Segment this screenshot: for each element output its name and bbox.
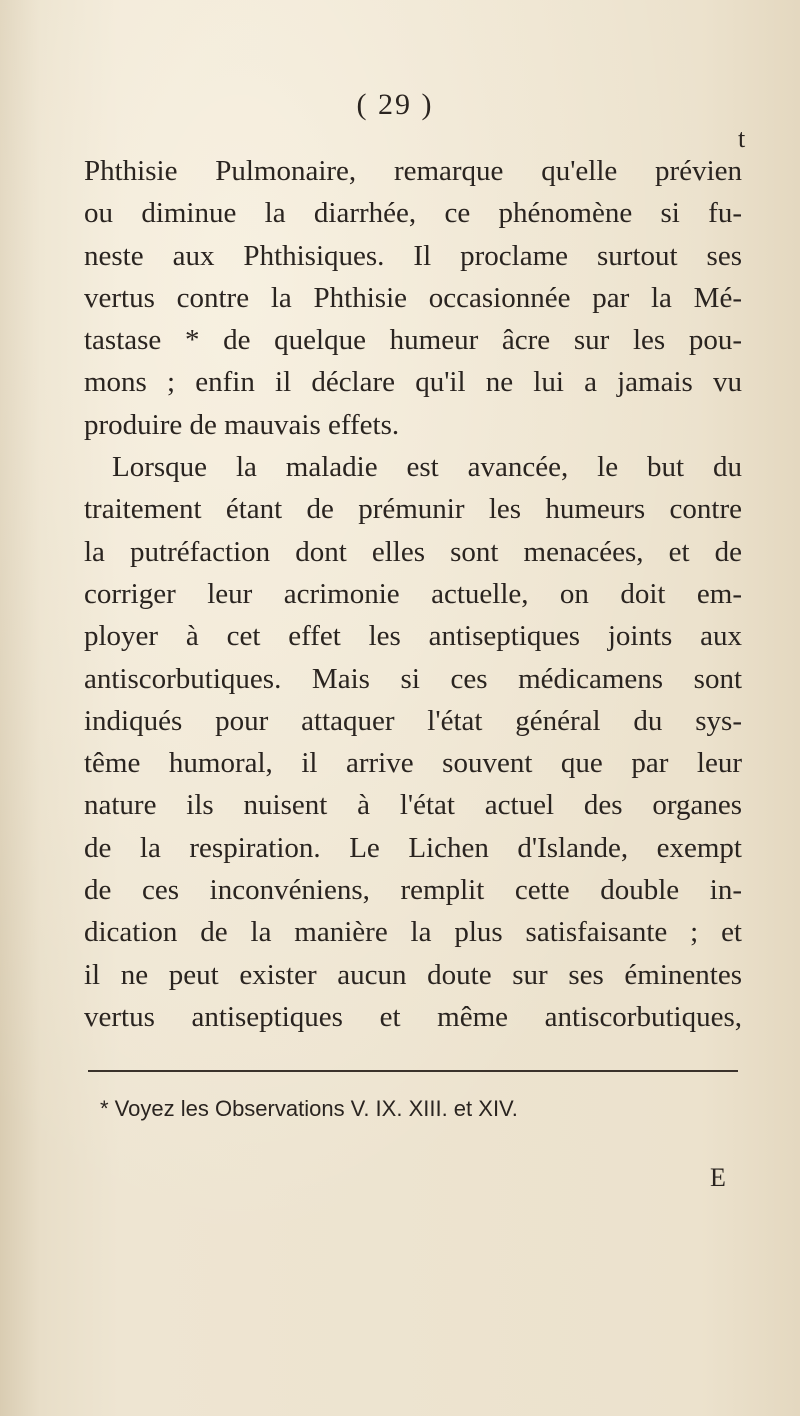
text-line: nature ils nuisent à l'état actuel des organes bbox=[84, 789, 742, 822]
text-line: indiqués pour attaquer l'état général du sys- bbox=[84, 704, 742, 737]
text-line: neste aux Phthisiques. Il proclame surtout ses bbox=[84, 239, 742, 272]
text-line: produire de mauvais effets. bbox=[84, 408, 400, 441]
text-line: de la respiration. Le Lichen d'Islande, exempt bbox=[84, 831, 742, 864]
text-line: Lorsque la maladie est avancée, le but du bbox=[112, 451, 742, 484]
text-line: corriger leur acrimonie actuelle, on doit em- bbox=[84, 577, 742, 610]
signature-mark: E bbox=[710, 1163, 726, 1192]
text-line: traitement étant de prémunir les humeurs contre bbox=[84, 493, 742, 526]
page-number: ( 29 ) bbox=[356, 88, 434, 121]
text-line: ployer à cet effet les antiseptiques joints aux bbox=[84, 620, 742, 653]
text-line: il ne peut exister aucun doute sur ses éminentes bbox=[84, 958, 742, 991]
body-text bbox=[84, 150, 742, 1038]
text-line: dication de la manière la plus satisfaisante ; et bbox=[84, 916, 742, 949]
footnote-rule bbox=[88, 1070, 738, 1072]
text-line: de ces inconvéniens, remplit cette double in- bbox=[84, 874, 742, 907]
text-line: vertus antiseptiques et même antiscorbutiques, bbox=[84, 1000, 742, 1033]
text-line: tême humoral, il arrive souvent que par leur bbox=[84, 747, 742, 780]
footnote: * Voyez les Observations V. IX. XIII. et XIV. bbox=[100, 1096, 518, 1121]
text-line: mons ; enfin il déclare qu'il ne lui a jamais vu bbox=[84, 366, 742, 399]
text-line: antiscorbutiques. Mais si ces médicamens sont bbox=[84, 662, 742, 695]
carried-letter: t bbox=[738, 124, 746, 153]
text-line: tastase * de quelque humeur âcre sur les pou- bbox=[84, 324, 742, 357]
text-line: ou diminue la diarrhée, ce phénomène si fu- bbox=[84, 197, 742, 230]
text-line: vertus contre la Phthisie occasionnée par la Mé- bbox=[84, 281, 742, 314]
text-line: la putréfaction dont elles sont menacées, et de bbox=[84, 535, 742, 568]
text-line: Phthisie Pulmonaire, remarque qu'elle prévien bbox=[84, 155, 742, 187]
